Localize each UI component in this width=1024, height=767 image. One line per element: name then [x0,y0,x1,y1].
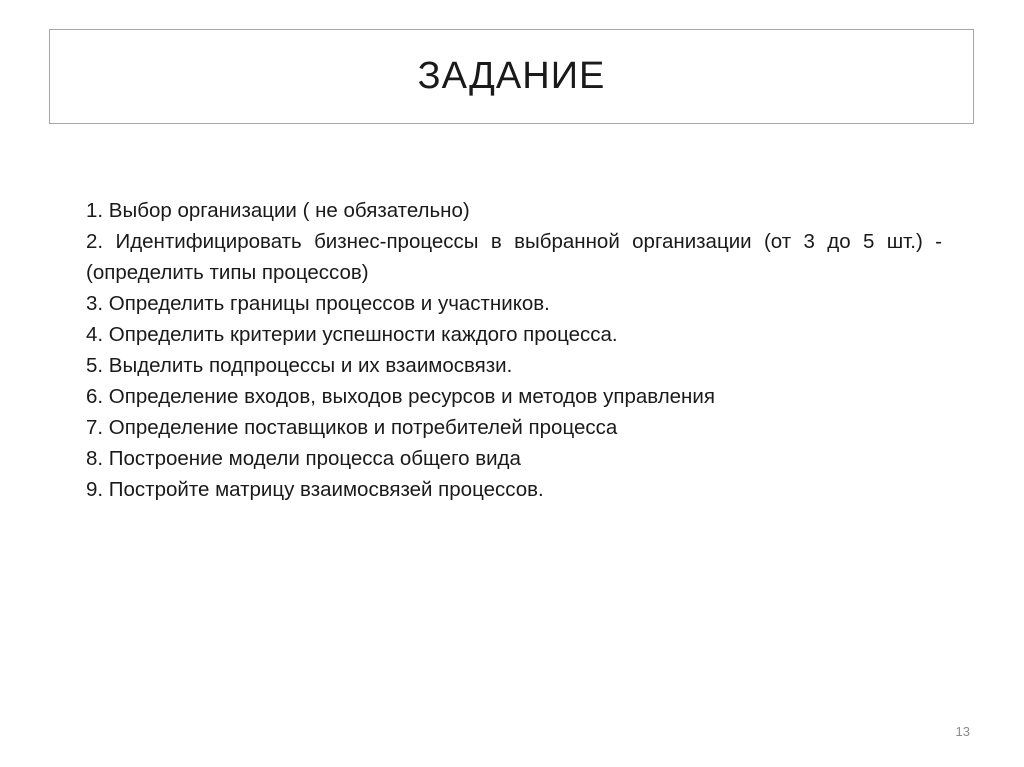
task-item-7: 7. Определение поставщиков и потребителей процесса [86,416,618,439]
task-list [86,195,942,505]
task-item-9: 9. Постройте матрицу взаимосвязей процессов. [86,478,544,501]
task-item-5: 5. Выделить подпроцессы и их взаимосвязи. [86,354,513,377]
task-item-4: 4. Определить критерии успешности каждого процесса. [86,323,618,346]
slide-number: 13 [955,724,970,739]
title-box [49,29,974,124]
task-item-1: 1. Выбор организации ( не обязательно) [86,199,470,222]
slide-title: ЗАДАНИЕ [417,55,606,97]
task-item-3: 3. Определить границы процессов и участников. [86,292,550,315]
task-item-6: 6. Определение входов, выходов ресурсов и методов управления [86,385,715,408]
task-item-2: 2. Идентифицировать бизнес-процессы в выбранной организации (от 3 до 5 шт.) - (определить типы процессов) [86,230,942,284]
task-item-8: 8. Построение модели процесса общего вида [86,447,521,470]
